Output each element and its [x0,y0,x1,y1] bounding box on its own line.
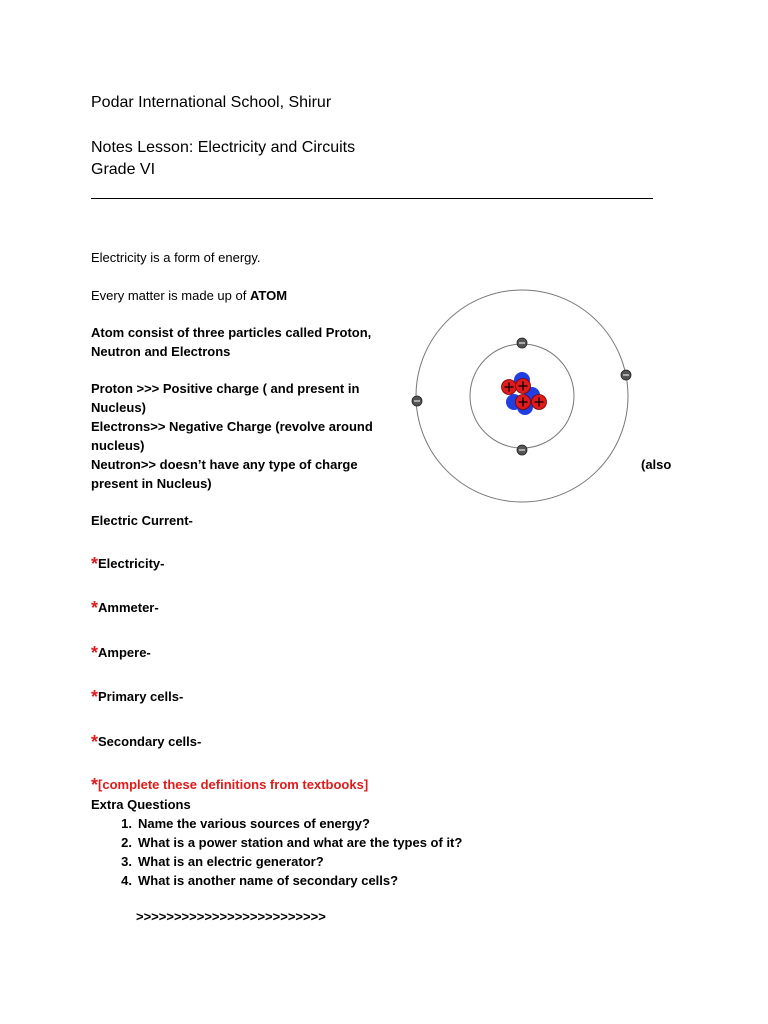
star-marker: * [91,775,99,795]
definitions-note [91,774,368,794]
question-number: 3. [121,854,132,869]
electron-particle [517,338,527,348]
proton-particle [502,380,517,395]
definition-label: Primary cells- [98,689,184,704]
electrons-line-1: Electrons>> Negative Charge (revolve around [91,419,373,434]
arrows-line: >>>>>>>>>>>>>>>>>>>>>>>>> [136,909,326,924]
question-text: Name the various sources of energy? [138,816,370,831]
question-number: 1. [121,816,132,831]
star-marker: * [91,643,99,663]
question-text: What is an electric generator? [138,854,324,869]
electron-particle [621,370,631,380]
electric-current-heading: Electric Current- [91,513,193,528]
horizontal-rule [91,198,653,199]
question-number: 2. [121,835,132,850]
definition-label: Electricity- [98,556,165,571]
star-marker: * [91,732,99,752]
question-text: What is a power station and what are the types of it? [138,835,463,850]
electron-particle [517,445,527,455]
neutron-line-1: Neutron>> doesn’t have any type of charge [91,457,358,472]
proton-particle [532,395,547,410]
definition-electricity [91,553,165,573]
definition-label: Secondary cells- [98,734,202,749]
atom-diagram [408,286,638,506]
star-marker: * [91,687,99,707]
neutron-also: (also [641,457,672,472]
definition-ammeter [91,597,159,617]
star-marker: * [91,554,99,574]
atom-text: Every matter is made up of [91,288,250,303]
note-text: [complete these definitions from textbooks] [98,777,369,792]
definition-label: Ammeter- [98,600,159,615]
extra-questions-heading: Extra Questions [91,797,191,812]
question-text: What is another name of secondary cells? [138,873,399,888]
atom-word: ATOM [249,288,288,303]
paragraph-atom [91,286,287,305]
grade-title: Grade VI [91,161,156,178]
definition-ampere [91,642,151,662]
particles-line-2: Neutron and Electrons [91,344,231,359]
school-title: Podar International School, Shirur [91,94,332,111]
question-1 [110,814,370,833]
question-2 [110,833,462,852]
proton-line-2: Nucleus) [91,400,146,415]
definition-primary-cells [91,686,183,706]
electron-particle [412,396,422,406]
definition-label: Ampere- [98,645,151,660]
question-4 [110,871,398,890]
question-3 [110,852,324,871]
proton-line-1: Proton >>> Positive charge ( and present in [91,381,360,396]
paragraph-electricity-energy: Electricity is a form of energy. [91,250,261,265]
question-number: 4. [121,873,132,888]
lesson-title: Notes Lesson: Electricity and Circuits [91,139,356,156]
definition-secondary-cells [91,731,201,751]
proton-particle [516,379,531,394]
proton-particle [516,395,531,410]
neutron-line-2: present in Nucleus) [91,476,212,491]
electrons-line-2: nucleus) [91,438,145,453]
star-marker: * [91,598,99,618]
particles-line-1: Atom consist of three particles called Proton, [91,325,372,340]
